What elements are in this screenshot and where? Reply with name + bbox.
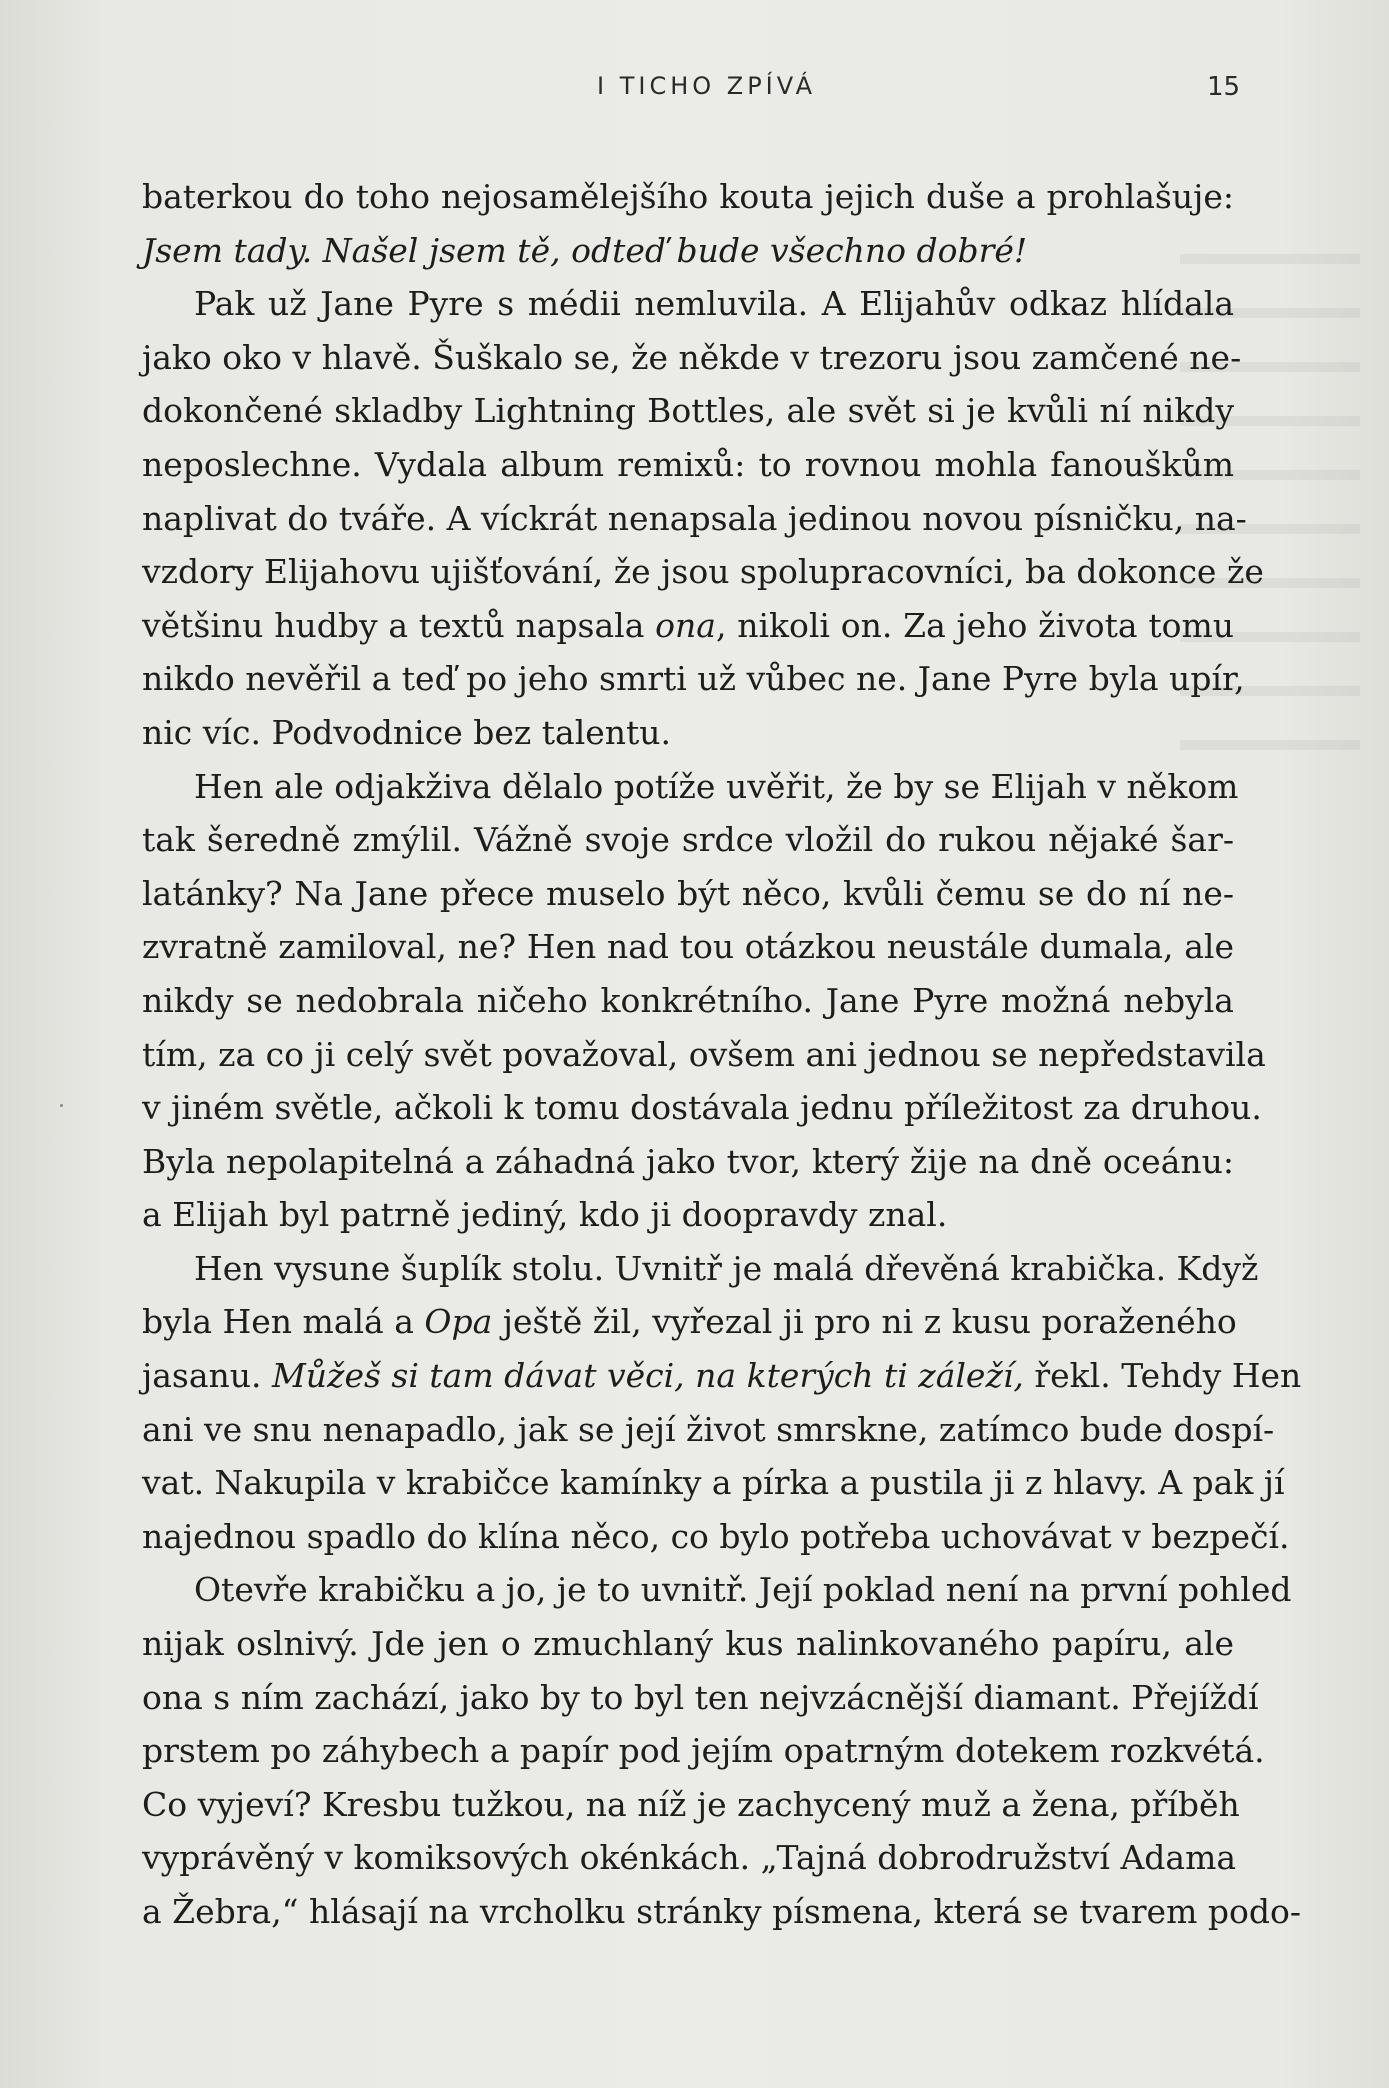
text-run: byla Hen malá a: [142, 1302, 425, 1342]
text-run: většinu hudby a textů napsala: [142, 605, 656, 645]
text-line: nikdy se nedobrala ničeho konkrétního. Jane Pyre možná nebyla: [142, 980, 1234, 1020]
text-line: v jiném světle, ačkoli k tomu dostávala jednu příležitost za druhou.: [142, 1088, 1262, 1128]
page-number: 15: [1207, 72, 1241, 102]
text-line: tak šeredně zmýlil. Vážně svoje srdce vložil do rukou nějaké šar-: [142, 820, 1234, 860]
text-line: Otevře krabičku a jo, je to uvnitř. Její poklad není na první pohled: [194, 1570, 1292, 1610]
text-line: nikdo nevěřil a teď po jeho smrti už vůbec ne. Jane Pyre byla upír,: [142, 659, 1245, 699]
text-line: dokončené skladby Lightning Bottles, ale svět si je kvůli ní nikdy: [142, 391, 1234, 431]
italic-run: Opa: [424, 1302, 493, 1342]
text-run: jasanu.: [142, 1356, 273, 1396]
running-head: I TICHO ZPÍVÁ: [597, 72, 817, 100]
italic-run: ona: [655, 605, 716, 645]
text-line: Byla nepolapitelná a záhadná jako tvor, který žije na dně oceánu:: [142, 1141, 1234, 1181]
text-line: vat. Nakupila v krabičce kamínky a pírka a pustila ji z hlavy. A pak jí: [142, 1463, 1285, 1503]
text-line: baterkou do toho nejosamělejšího kouta jejich duše a prohlašuje:: [142, 177, 1234, 216]
text-line: zvratně zamiloval, ne? Hen nad tou otázkou neustále dumala, ale: [142, 927, 1234, 967]
text-line: a Žebra,“ hlásají na vrcholku stránky písmena, která se tvarem podo-: [142, 1892, 1301, 1931]
text-line: a Elijah byl patrně jediný, kdo ji doopravdy znal.: [142, 1195, 948, 1235]
text-line: vyprávěný v komiksových okénkách. „Tajná dobrodružství Adama: [142, 1838, 1237, 1878]
text-line: [142, 599, 1234, 653]
paper-speck: [60, 1104, 63, 1107]
text-line: vzdory Elijahovu ujišťování, že jsou spolupracovníci, ba dokonce že: [142, 552, 1264, 592]
text-line: Co vyjeví? Kresbu tužkou, na níž je zachycený muž a žena, příběh: [142, 1784, 1240, 1824]
text-line: nic víc. Podvodnice bez talentu.: [142, 712, 672, 752]
text-line: [142, 1295, 1237, 1349]
text-line: latánky? Na Jane přece muselo být něco, kvůli čemu se do ní ne-: [142, 873, 1234, 913]
text-line: ani ve snu nenapadlo, jak se její život smrskne, zatímco bude dospí-: [142, 1409, 1275, 1449]
text-line: neposlechne. Vydala album remixů: to rovnou mohla fanouškům: [142, 444, 1234, 484]
text-line: Hen vysune šuplík stolu. Uvnitř je malá dřevěná krabička. Když: [194, 1248, 1259, 1288]
text-run: , nikoli on. Za jeho života tomu: [715, 605, 1234, 645]
italic-run: Jsem tady. Našel jsem tě, odteď bude všechno dobré!: [142, 230, 1028, 270]
text-run: řekl. Tehdy Hen: [1023, 1356, 1302, 1396]
text-line: [142, 224, 1234, 278]
text-run: ještě žil, vyřezal ji pro ni z kusu poraženého: [492, 1302, 1237, 1342]
text-line: prstem po záhybech a papír pod jejím opatrným dotekem rozkvétá.: [142, 1731, 1265, 1771]
text-line: jako oko v hlavě. Šuškalo se, že někde v trezoru jsou zamčené ne-: [142, 337, 1242, 377]
body-text: [142, 170, 1302, 1939]
text-line: [142, 1349, 1302, 1403]
italic-run: Můžeš si tam dávat věci, na kterých ti záleží,: [272, 1356, 1024, 1396]
text-line: nijak oslnivý. Jde jen o zmuchlaný kus nalinkovaného papíru, ale: [142, 1624, 1234, 1664]
text-line: Pak už Jane Pyre s médii nemluvila. A Elijahův odkaz hlídala: [194, 284, 1234, 324]
text-line: Hen ale odjakživa dělalo potíže uvěřit, že by se Elijah v někom: [194, 766, 1239, 806]
text-line: tím, za co ji celý svět považoval, ovšem ani jednou se nepředstavila: [142, 1034, 1266, 1074]
text-line: ona s ním zachází, jako by to byl ten nejvzácnější diamant. Přejíždí: [142, 1677, 1259, 1717]
text-line: naplivat do tváře. A víckrát nenapsala jedinou novou písničku, na-: [142, 498, 1247, 538]
text-line: najednou spadlo do klína něco, co bylo potřeba uchovávat v bezpečí.: [142, 1516, 1290, 1556]
